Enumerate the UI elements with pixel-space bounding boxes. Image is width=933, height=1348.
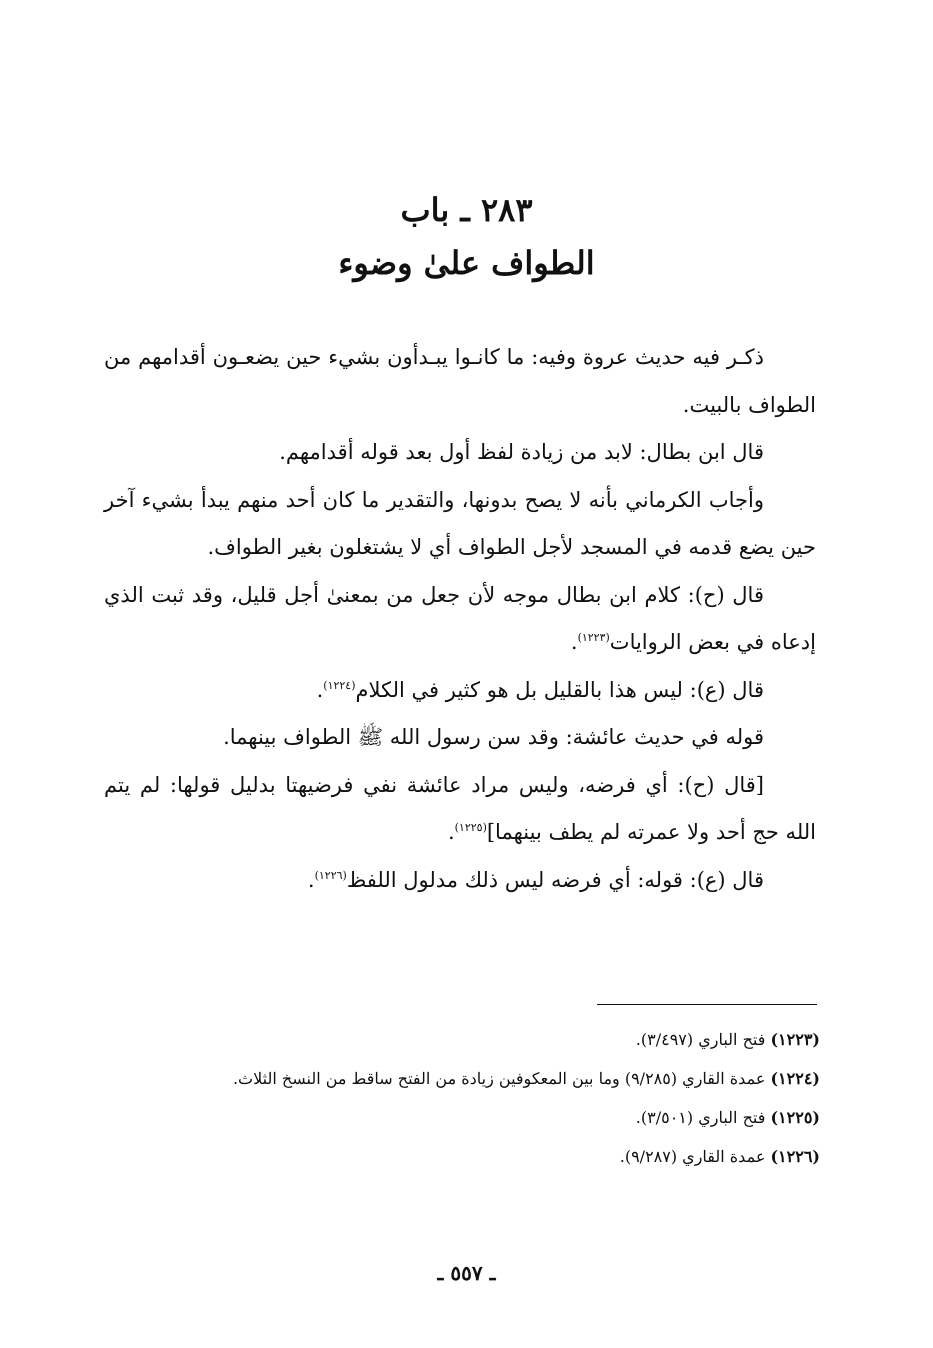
footnote-ref: (١٢٢٥) bbox=[454, 821, 487, 834]
footnote-separator bbox=[597, 1004, 817, 1005]
footnote: (١٢٢٥) فتح الباري (٣/٥٠١). bbox=[635, 1108, 820, 1127]
footnote-ref: (١٢٢٤) bbox=[323, 678, 356, 692]
footnote: (١٢٢٦) عمدة القاري (٩/٢٨٧). bbox=[619, 1147, 820, 1166]
paragraph: قال (ع): ليس هذا بالقليل بل هو كثير في الكلام$^{(١٢٢٤)}$. bbox=[316, 677, 764, 702]
footnote-ref: (١٢٢٦) bbox=[314, 868, 347, 882]
paragraph: قال (ح): كلام ابن بطال موجه لأن جعل من بمعنىٰ أجل قليل، وقد ثبت الذي إدعاه في بعض الروايات$^{(١٢٢٣)}$. bbox=[104, 582, 816, 654]
paragraph: وأجاب الكرماني بأنه لا يصح بدونها، والتقدير ما كان أحد منهم يبدأ بشيء آخر حين يضع قدمه في المسجد لأجل الطواف أي لا يشتغلون بغير الطواف. bbox=[104, 487, 816, 559]
chapter-number: ٢٨٣ ـ باب bbox=[400, 191, 533, 229]
chapter-title: الطواف علىٰ وضوء bbox=[338, 244, 595, 282]
page-number: ـ ٥٥٧ ـ bbox=[437, 1261, 496, 1285]
footnote-number: (١٢٢٣) bbox=[770, 1030, 820, 1049]
main-text bbox=[104, 334, 816, 904]
paragraph: قال (ع): قوله: أي فرضه ليس ذلك مدلول اللفظ$^{(١٢٢٦)}$. bbox=[307, 867, 764, 892]
paragraph: [قال (ح): أي فرضه، وليس مراد عائشة نفي فرضيهتا بدليل قولها: لم يتم الله حج أحد ولا عمرته لم يطف بينهما]$^{(١٢٢٥)}$. bbox=[104, 772, 816, 844]
footnote-number: (١٢٢٤) bbox=[770, 1069, 820, 1088]
paragraph: قوله في حديث عائشة: وقد سن رسول الله ﷺ الطواف بينهما. bbox=[223, 725, 764, 749]
footnote: (١٢٢٣) فتح الباري (٣/٤٩٧). bbox=[635, 1030, 820, 1049]
footnote-ref: (١٢٢٣) bbox=[577, 631, 610, 644]
paragraph: قال ابن بطال: لابد من زيادة لفظ أول بعد قوله أقدامهم. bbox=[279, 440, 764, 464]
footnote-number: (١٢٢٦) bbox=[770, 1147, 820, 1166]
footnote-number: (١٢٢٥) bbox=[770, 1108, 820, 1127]
footnote: (١٢٢٤) عمدة القاري (٩/٢٨٥) وما بين المعكوفين زيادة من الفتح ساقط من النسخ الثلاث. bbox=[232, 1069, 820, 1088]
paragraph: ذكـر فيه حديث عروة وفيه: ما كانـوا يبـدأون بشيء حين يضعـون أقدامهم من الطواف بالبيت. bbox=[104, 345, 816, 417]
footnotes bbox=[108, 1020, 820, 1176]
